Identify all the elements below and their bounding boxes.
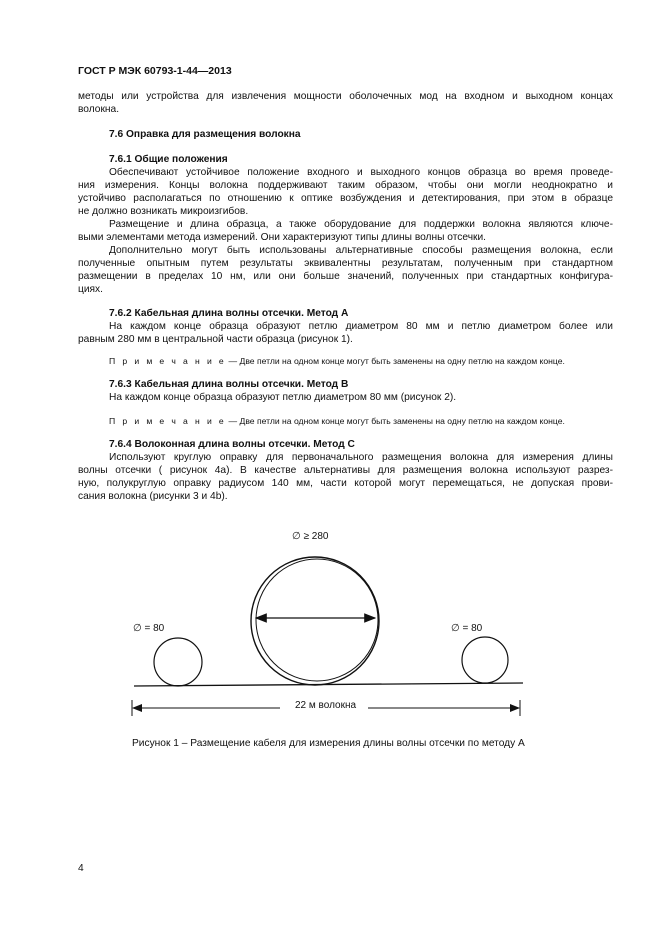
paragraph-line: размещении в пределах 10 нм, или они больше значений, полученных при стандартных конфигура- [78,271,613,282]
figure-1-diagram [120,520,540,725]
note [109,355,565,368]
paragraph-line: циях. [78,284,103,295]
paragraph-line: методы или устройства для извлечения мощности оболочечных мод на входном и выходном концах [78,91,613,102]
paragraph-line: Дополнительно могут быть использованы альтернативные способы размещения волокна, если [109,245,613,256]
section-heading-7-6-4: 7.6.4 Волоконная длина волны отсечки. Метод С [109,439,355,450]
fiber-length-label: 22 м волокна [295,700,357,711]
section-heading-7-6-3: 7.6.3 Кабельная длина волны отсечки. Метод В [109,379,349,390]
left-loop-80mm [154,638,202,686]
page-number: 4 [78,863,84,874]
paragraph-line: ную, полукруглую оправку радиусом 140 мм, части которой могут перемещаться, не допуская прови- [78,478,613,489]
note-text: — Две петли на одном конце могут быть заменены на одну петлю на каждом конце. [226,416,565,426]
figure-caption: Рисунок 1 – Размещение кабеля для измерения длины волны отсечки по методу А [132,738,525,749]
document-header: ГОСТ Р МЭК 60793-1-44—2013 [78,65,232,77]
note-label: П р и м е ч а н и е [109,416,227,426]
note [109,415,565,428]
paragraph-line: На каждом конце образца образуют петлю диаметром 80 мм (рисунок 2). [109,392,457,403]
note-label: П р и м е ч а н и е [109,356,227,366]
left-diameter-label: ∅ = 80 [133,623,165,634]
paragraph-line: равным 280 мм в центральной части образца (рисунок 1). [78,334,353,345]
paragraph-line: полученные опытным путем результаты эквивалентны результатам, полученным при стандартном [78,258,613,269]
paragraph-line: Используют круглую оправку для первоначального размещения волокна для измерения длины [109,452,613,463]
paragraph-line: волны отсечки ( рисунок 4а). В качестве альтернативы для размещения волокна используют разрез- [78,465,613,476]
section-heading-7-6-2: 7.6.2 Кабельная длина волны отсечки. Метод А [109,308,349,319]
section-heading-7-6: 7.6 Оправка для размещения волокна [109,129,301,140]
big-diameter-label: ∅ ≥ 280 [292,531,329,542]
paragraph-line: устойчиво располагаться по отношению к оптике возбуждения и детектирования, при этом в образце [78,193,613,204]
right-loop-80mm [462,637,508,683]
note-text: — Две петли на одном конце могут быть заменены на одну петлю на каждом конце. [226,356,565,366]
paragraph-line: сания волокна (рисунки 3 и 4b). [78,491,228,502]
paragraph-line: выми элементами метода измерений. Они характеризуют типы длины волны отсечки. [78,232,486,243]
paragraph-line: Размещение и длина образца, а также оборудование для поддержки волокна являются ключе- [109,219,613,230]
paragraph-line: не должно возникать микроизгибов. [78,206,249,217]
paragraph-line: Обеспечивают устойчивое положение входного и выходного концов образца во время проведе- [109,167,613,178]
paragraph-line: ния измерения. Концы волокна поддерживают таким образом, чтобы они могли неоднократно и [78,180,613,191]
right-diameter-label: ∅ = 80 [451,623,483,634]
section-heading-7-6-1: 7.6.1 Общие положения [109,154,228,165]
paragraph-line: волокна. [78,104,120,115]
paragraph-line: На каждом конце образца образуют петлю диаметром 80 мм и петлю диаметром более или [109,321,613,332]
center-loop-280mm [251,557,379,685]
